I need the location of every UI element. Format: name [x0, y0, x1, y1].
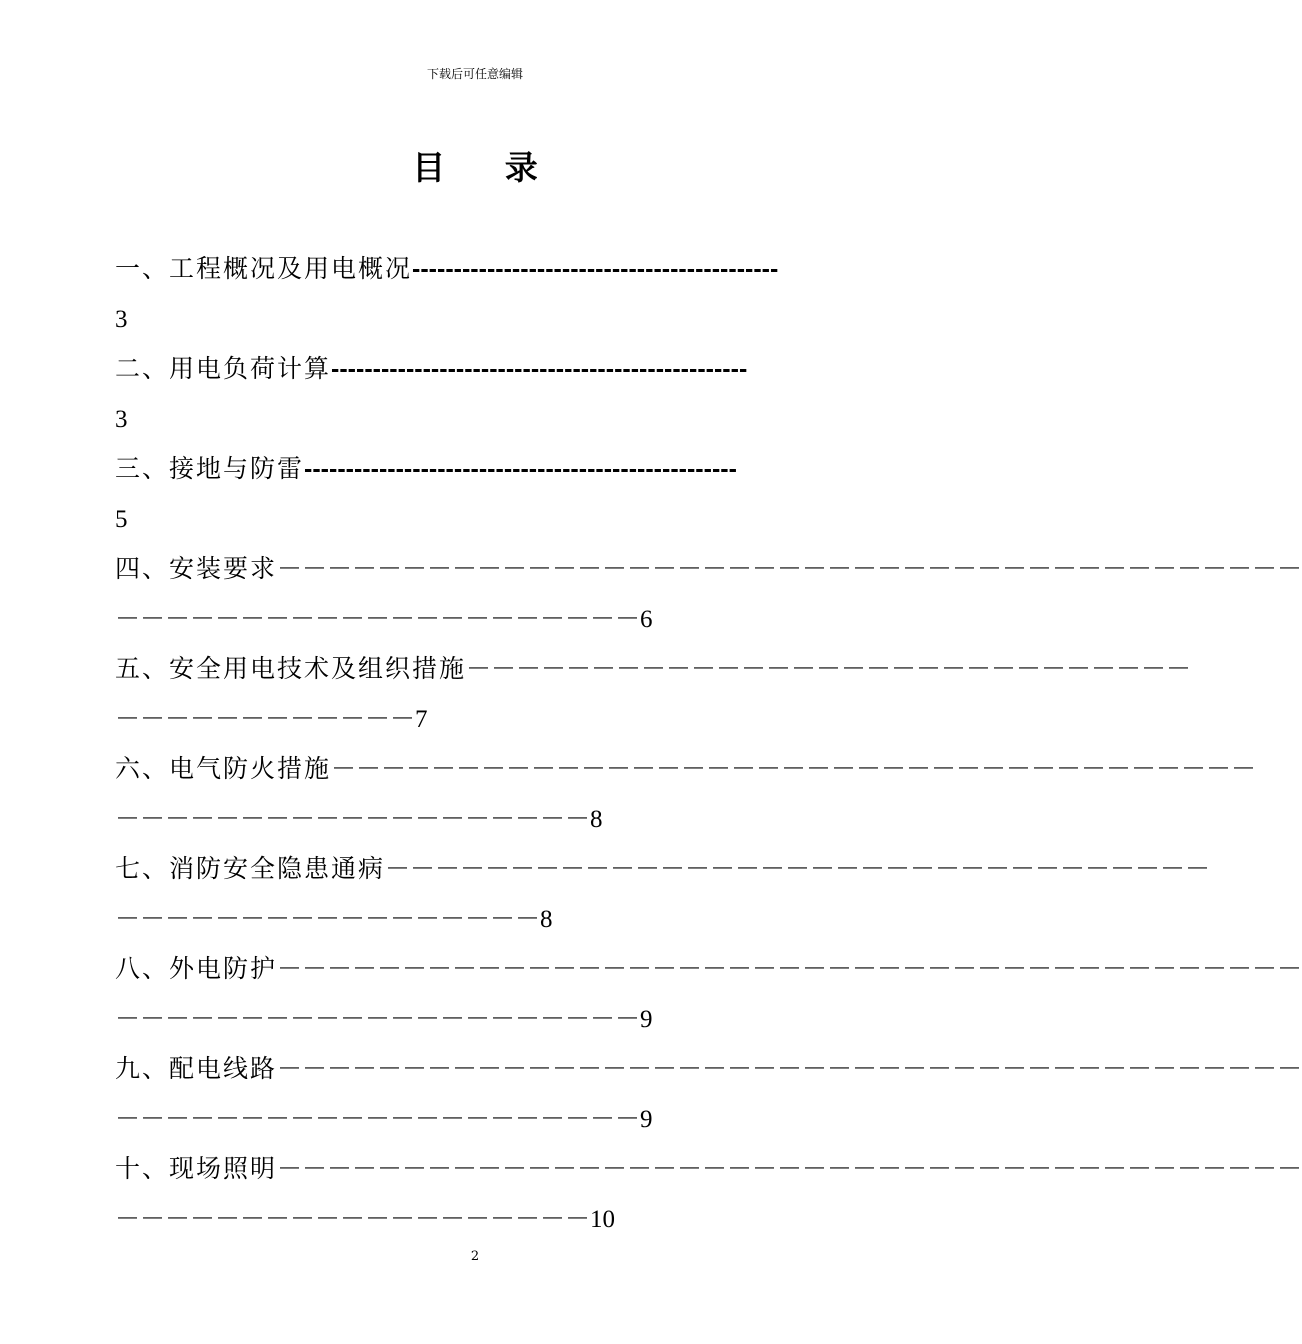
toc-heading: 九、配电线路: [115, 1054, 278, 1083]
toc-page-line-8: [115, 994, 860, 1044]
page-number: 2: [470, 1249, 480, 1264]
toc-heading: 四、安装要求: [115, 554, 278, 583]
toc-heading: 一、工程概况及用电概况: [115, 254, 413, 283]
toc-leader: －－－－－－－－－－－－－－－－－－－－－－－－－－－－－－－－－: [385, 854, 1211, 883]
toc-leader: －－－－－－－－－－－－－－－－－－－－－－－－－－－－－－－－－－－－－－－－－: [277, 954, 1302, 983]
table-of-contents: [115, 244, 1302, 1244]
toc-page-number: 7: [415, 706, 428, 733]
toc-entry-9[interactable]: [115, 1044, 1302, 1094]
toc-leader: －－－－－－－－－－－－－－－－－－－－－－－－－－－－－－－－－－－－－: [331, 754, 1257, 783]
toc-leader: --------------------------------------------: [412, 255, 779, 283]
toc-page-line-1: [115, 294, 860, 344]
page-title: 目 录: [412, 148, 562, 187]
toc-heading: 七、消防安全隐患通病: [115, 854, 386, 883]
toc-entry-8[interactable]: [115, 944, 1302, 994]
toc-leader-continued: －－－－－－－－－－－－－－－－－－－－－: [115, 604, 641, 633]
toc-leader-continued: －－－－－－－－－－－－－－－－－－－: [115, 1204, 591, 1233]
toc-heading: 五、安全用电技术及组织措施: [115, 654, 467, 683]
toc-leader-continued: －－－－－－－－－－－－－－－－－－－－－: [115, 1104, 641, 1133]
toc-leader: －－－－－－－－－－－－－－－－－－－－－－－－－－－－－－－－－－－－－－－－－: [277, 1054, 1302, 1083]
toc-leader: ----------------------------------------------------: [304, 455, 737, 483]
toc-page-number: 9: [640, 1006, 653, 1033]
toc-heading: 二、用电负荷计算: [115, 354, 332, 383]
toc-page-line-5: [115, 694, 860, 744]
toc-leader: －－－－－－－－－－－－－－－－－－－－－－－－－－－－－: [466, 654, 1192, 683]
toc-page-line-7: [115, 894, 860, 944]
toc-page-line-4: [115, 594, 860, 644]
toc-entry-6[interactable]: [115, 744, 1257, 794]
toc-heading: 十、现场照明: [115, 1154, 278, 1183]
toc-page-line-3: [115, 494, 860, 544]
toc-leader: －－－－－－－－－－－－－－－－－－－－－－－－－－－－－－－－－－－－－－－－－: [277, 554, 1302, 583]
toc-entry-4[interactable]: [115, 544, 1302, 594]
toc-entry-10[interactable]: [115, 1144, 1302, 1194]
toc-page-line-2: [115, 394, 860, 444]
toc-leader-continued: －－－－－－－－－－－－－－－－－－－: [115, 804, 591, 833]
toc-page-number: 5: [115, 506, 128, 533]
toc-page-number: 8: [590, 806, 603, 833]
toc-page-number: 6: [640, 606, 653, 633]
toc-entry-5[interactable]: [115, 644, 1192, 694]
toc-page-number: 8: [540, 906, 553, 933]
toc-leader: －－－－－－－－－－－－－－－－－－－－－－－－－－－－－－－－－－－－－－－－－: [277, 1154, 1302, 1183]
toc-page-line-6: [115, 794, 860, 844]
toc-page-line-9: [115, 1094, 860, 1144]
toc-leader: --------------------------------------------------: [331, 355, 748, 383]
toc-heading: 八、外电防护: [115, 954, 278, 983]
toc-heading: 三、接地与防雷: [115, 454, 305, 483]
toc-entry-2[interactable]: [115, 344, 860, 394]
toc-leader-continued: －－－－－－－－－－－－－－－－－－－－－: [115, 1004, 641, 1033]
toc-page-number: 10: [590, 1206, 616, 1233]
toc-page-line-10: [115, 1194, 860, 1244]
toc-page-number: 9: [640, 1106, 653, 1133]
toc-page-number: 3: [115, 306, 128, 333]
toc-entry-3[interactable]: [115, 444, 860, 494]
toc-heading: 六、电气防火措施: [115, 754, 332, 783]
toc-entry-7[interactable]: [115, 844, 1211, 894]
toc-entry-1[interactable]: [115, 244, 860, 294]
toc-page-number: 3: [115, 406, 128, 433]
page-header: 下载后可任意编辑: [426, 67, 523, 81]
toc-leader-continued: －－－－－－－－－－－－－－－－－: [115, 904, 541, 933]
toc-leader-continued: －－－－－－－－－－－－: [115, 704, 416, 733]
